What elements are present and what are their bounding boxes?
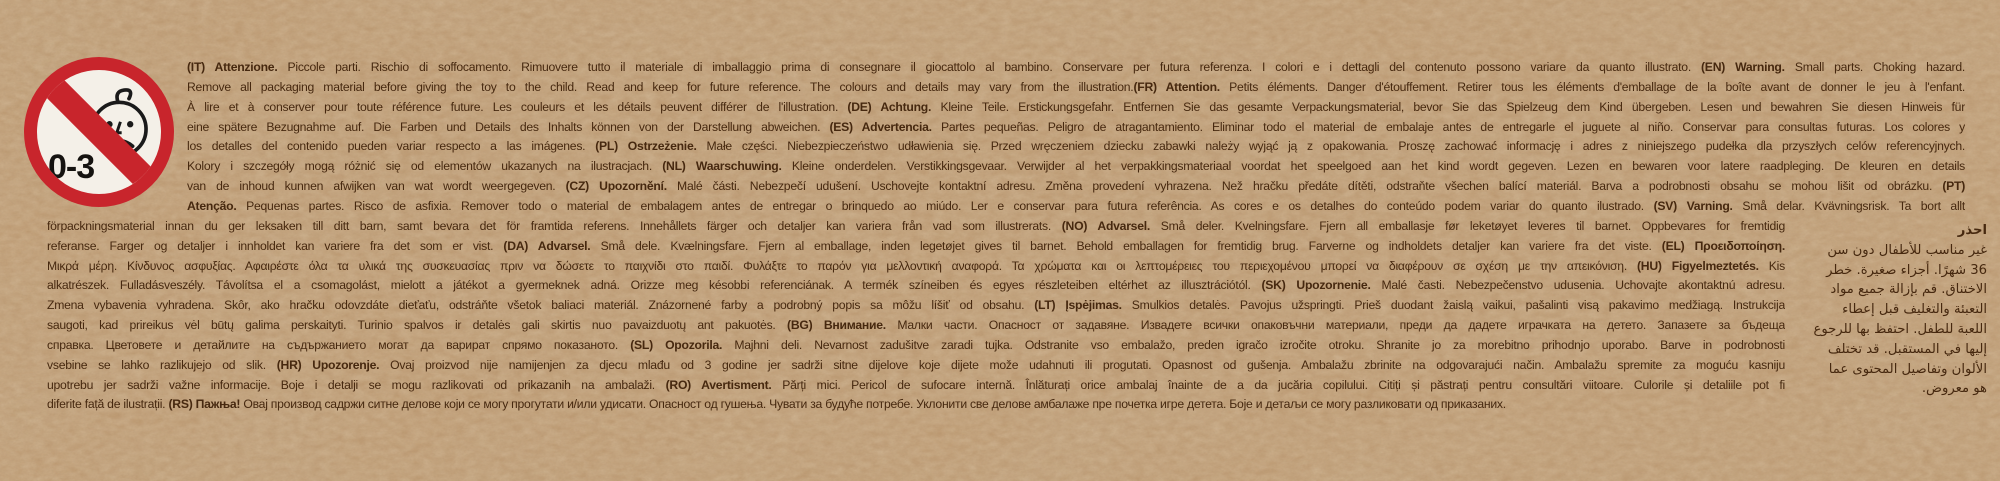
warning-line-3: À lire et à conserver pour toute référence future. Les couleurs et les détails peuvent différer de l'illustration. (DE) Achtung. Kleine Teile. Erstickungsgefahr. Entfernen Sie das gesamte Verpackungsmaterial, bevor Sie das Spielzeug dem Kind übergeben. Lesen und bewahren Sie diesen Hinweis für: [187, 99, 1965, 114]
warning-line-6: Kolory i szczegóły mogą różnić się od elementów ukazanych na ilustracjach. (NL) Waarschuwing. Kleine onderdelen. Verstikkingsgevaar. Verwijder al het verpakkingsmateriaal voordat het speelgoed aan het kind wordt gegeven. Lezen en bewaren voor latere raadpleging. De kleuren en details: [187, 159, 1965, 174]
arabic-line-6: إليها في المستقبل. قد تختلف: [1827, 341, 1987, 357]
prohibition-circle: [24, 57, 174, 207]
warning-line-9: förpackningsmaterial innan du ger leksaken till ditt barn, samt bevara det för framtida referens. Innehållets färger och detaljer kan variera från vad som illustrerats. (NO) Advarsel. Små deler. Kvelningsfare. Fjern all emballasje før leketøyet leveres til barnet. Oppbevares for fremtidig: [47, 218, 1785, 233]
warning-line-15: справка. Цветовете и детайлите на съдържанието могат да варират спрямо показаното. (SL) Opozorila. Majhni deli. Nevarnost zadušitve zaradi tujka. Odstranite vso embalažo, preden igračo izročite otroku. Shranite jo za morebitno prihodnjo uporabo. Barve in podrobnosti: [47, 337, 1785, 352]
arabic-line-3: الاختناق. قم بإزالة جميع مواد: [1830, 282, 1987, 298]
arabic-text-block: [1782, 221, 1987, 399]
warning-line-13: Zmena vybavenia vyhradena. Skôr, ako hračku odovzdáte dieťaťu, odstráňte všetok baliaci materiál. Znázornené farby a podrobný popis sa môžu líšiť od obsahu. (LT) Įspėjimas. Smulkios detalės. Pavojus užspringti. Prieš duodant žaislą vaikui, pašalinti visą pakavimo medžiagą. Instrukcija: [47, 298, 1785, 313]
warning-line-10: referanse. Farger og detaljer i innholdet kan variere fra det som er vist. (DA) Advarsel. Små dele. Kvælningsfare. Fjern al emballage, inden legetøjet gives til barnet. Behold emballagen for fremtidig brug. Farverne og indholdets detaljer kan variere fra det viste. (EL) Προειδοποίηση.: [47, 238, 1785, 253]
age-range-label: 0-3: [48, 148, 95, 186]
arabic-warning-header: احذر: [1957, 223, 1987, 238]
age-warning-0-3-symbol: [24, 57, 174, 207]
arabic-line-2: 36 شهرًا. أجزاء صغيرة. خطر: [1826, 262, 1987, 278]
warning-line-8: Atenção. Pequenas partes. Risco de asfixia. Remover todo o material de embalagem antes de entregar o brinquedo ao miúdo. Ler e conservar para futura referência. As cores e os detalhes do conteúdo podem variar do quanto ilustrado. (SV) Varning. Små delar. Kvävningsrisk. Ta bort allt: [187, 198, 1965, 213]
arabic-line-4: التعبئة والتغليف قبل إعطاء: [1842, 302, 1987, 318]
warning-line-5: los detalles del contenido pueden variar respecto a las imágenes. (PL) Ostrzeżenie. Małe części. Niebezpieczeństwo udławienia się. Przed wręczeniem dziecku zabawki należy wyjąć ją z opakowania. Proszę zachować informację i adres z niniejszego pudełka dla przyszłych celów referencyjnych.: [187, 139, 1965, 154]
warning-line-2: Remove all packaging material before giving the toy to the child. Read and keep for future reference. The colours and details may vary from the illustration.(FR) Attention. Petits éléments. Danger d'étouffement. Retirer tous les éléments d'emballage de la boîte avant de donner le jeu à l'enfant.: [187, 79, 1965, 94]
warning-line-11: Μικρά μέρη. Κίνδυνος ασφυξίας. Αφαιρέστε όλα τα υλικά της συσκευασίας πριν να δώσετε το παιχνίδι στο παιδί. Φυλάξτε το παρόν για μελλοντική αναφορά. Τα χρώματα και οι λεπτομέρειες του περιεχομένου μπορεί να διαφέρουν σε σχέση με την απεικόνιση. (HU) Figyelmeztetés. Kis: [47, 258, 1785, 273]
warning-line-12: alkatrészek. Fulladásveszély. Távolítsa el a csomagolást, mielott a játékot a gyermeknek adná. Orizze meg késobbi referenciának. A termék színeiben és egyes részleteiben eltérhet az illusztrációtól. (SK) Upozornenie. Malé časti. Nebezpečenstvo udusenia. Uchovajte akontaktnú adresu.: [47, 278, 1785, 293]
warning-line-1: (IT) Attenzione. Piccole parti. Rischio di soffocamento. Rimuovere tutto il materiale di imballaggio prima di consegnare il giocattolo al bambino. Conservare per futura referenza. I colori e i dettagli del contenuto possono variare da quanto illustrato. (EN) Warning. Small parts. Choking hazard.: [187, 60, 1965, 74]
warning-line-7: van de inhoud kunnen afwijken van wat wordt weergegeven. (CZ) Upozornění. Malé části. Nebezpečí udušení. Uschovejte kontaktní adresu. Změna provedení vyhrazena. Než hračku předáte dítěti, odstraňte všechen balící materiál. Barva a podrobnosti obsahu se mohou lišit od obrázku. (PT): [187, 179, 1965, 194]
arabic-line-7: الألوان وتفاصيل المحتوى عما: [1828, 361, 1987, 377]
warning-line-4: eine spätere Bezugnahme auf. Die Farben und Details des Inhalts können von der Darstellung abweichen. (ES) Advertencia. Partes pequeñas. Peligro de atragantamiento. Eliminar todo el material de embalaje antes de entregarle el juguete al niño. Conservar para consultas futuras. Los colores y: [187, 119, 1965, 134]
warning-line-18: diferite față de ilustrații. (RS) Пажња! Овај производ садржи ситне делове који се могу прогутати и/или удисати. Опасност од гушења. Чувати за будуће потребе. Уклонити све делове амбалаже пре почетка игре детета. Боје и детаљи се могу разликовати од приказаних.: [47, 397, 1506, 412]
arabic-line-8: هو معروض.: [1921, 381, 1987, 397]
warning-line-17: upotrebu jer sadrži važne informacije. Boje i detalji se mogu razlikovati od prikazanih na ambalaži. (RO) Avertisment. Părți mici. Pericol de sufocare internă. Înlăturați orice ambalaj înainte de a da jucăria copilului. Citiți și păstrați pentru consultări viitoare. Culorile și detaliile pot fi: [47, 377, 1785, 392]
arabic-line-1: غير مناسب للأطفال دون سن: [1827, 242, 1987, 258]
warning-line-14: saugoti, kad prireikus vėl būtų galima perskaityti. Turinio spalvos ir detalės gali skirtis nuo pavaizduotų ant pakuotės. (BG) Внимание. Малки части. Опасност от задавяне. Извадете всички опаковъчни материали, преди да дадете играчката на детето. Запазете за бъдеща: [47, 318, 1785, 333]
arabic-line-5: اللعبة للطفل. احتفظ بها للرجوع: [1813, 321, 1987, 337]
warning-line-16: vsebine se lahko razlikujejo od slik. (HR) Upozorenje. Ovaj proizvod nije namijenjen za djecu mlađu od 3 godine jer sadrži sitne dijelove koje dijete može udahnuti ili progutati. Opasnost od gušenja. Ambalažu zbrinite na odgovarajući način. Ambalažu spremite za moguću kasniju: [47, 357, 1785, 372]
